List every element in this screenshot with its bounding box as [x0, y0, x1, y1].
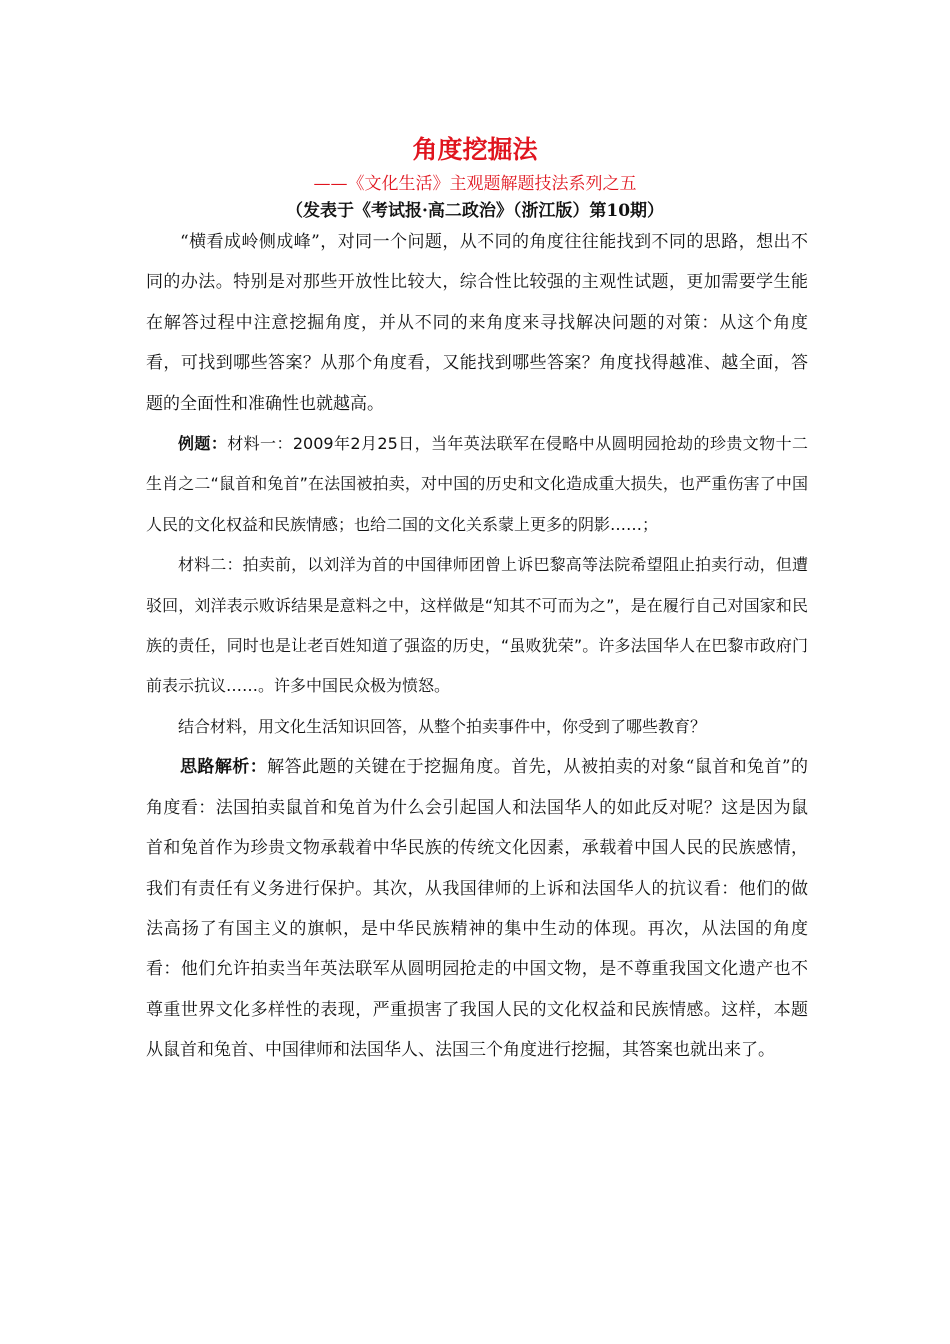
document-body: [146, 222, 808, 1071]
publication-source: （发表于《考试报·高二政治》（浙江版）第10期）: [285, 201, 665, 221]
question-paragraph: 结合材料，用文化生活知识回答，从整个拍卖事件中，你受到了哪些教育？: [178, 716, 707, 736]
analysis-paragraph: [146, 747, 808, 1070]
document-subtitle: ——《文化生活》主观题解题技法系列之五: [313, 174, 637, 194]
analysis-text: 解答此题的关键在于挖掘角度。首先，从被拍卖的对象“鼠首和兔首”的角度看：法国拍卖鼠首和兔首为什么会引起国人和法国华人的如此反对呢？这是因为鼠首和兔首作为珍贵文物承载着中华民族的传统文化因素，承载着中国人民的民族感情，我们有责任有义务进行保护。其次，从我国律师的上诉和法国华人的抗议看：他们的做法高扬了有国主义的旗帜，是中华民族精神的集中生动的体现。再次，从法国的角度看：他们允许拍卖当年英法联军从圆明园抢走的中国文物，是不尊重我国文化遗产也不尊重世界文化多样性的表现，严重损害了我国人民的文化权益和民族情感。这样，本题从鼠首和兔首、中国律师和法国华人、法国三个角度进行挖掘，其答案也就出来了。: [146, 757, 808, 1061]
material-two-paragraph: 材料二：拍卖前，以刘洋为首的中国律师团曾上诉巴黎高等法院希望阻止拍卖行动，但遭驳回，刘洋表示败诉结果是意料之中，这样做是“知其不可而为之”，是在履行自己对国家和民族的责任，同时也是让老百姓知道了强盗的历史，“虽败犹荣”。许多法国华人在巴黎市政府门前表示抗议……。许多中国民众极为愤怒。: [146, 555, 808, 696]
material-one-text: 材料一：2009年2月25日，当年英法联军在侵略中从圆明园抢劫的珍贵文物十二生肖之二“鼠首和兔首”在法国被拍卖，对中国的历史和文化造成重大损失，也严重伤害了中国人民的文化权益和民族情感；也给二国的文化关系蒙上更多的阴影……；: [146, 434, 808, 534]
analysis-label: 思路解析：: [180, 757, 268, 778]
document-title: 角度挖掘法: [412, 135, 538, 164]
material-one-paragraph: [146, 424, 808, 545]
intro-paragraph: “横看成岭侧成峰”，对同一个问题，从不同的角度往往能找到不同的思路，想出不同的办法。特别是对那些开放性比较大，综合性比较强的主观性试题，更加需要学生能在解答过程中注意挖掘角度，并从不同的来角度来寻找解决问题的对策：从这个角度看，可找到哪些答案？从那个角度看，又能找到哪些答案？角度找得越准、越全面，答题的全面性和准确性也就越高。: [146, 232, 808, 414]
example-label: 例题：: [178, 434, 228, 454]
